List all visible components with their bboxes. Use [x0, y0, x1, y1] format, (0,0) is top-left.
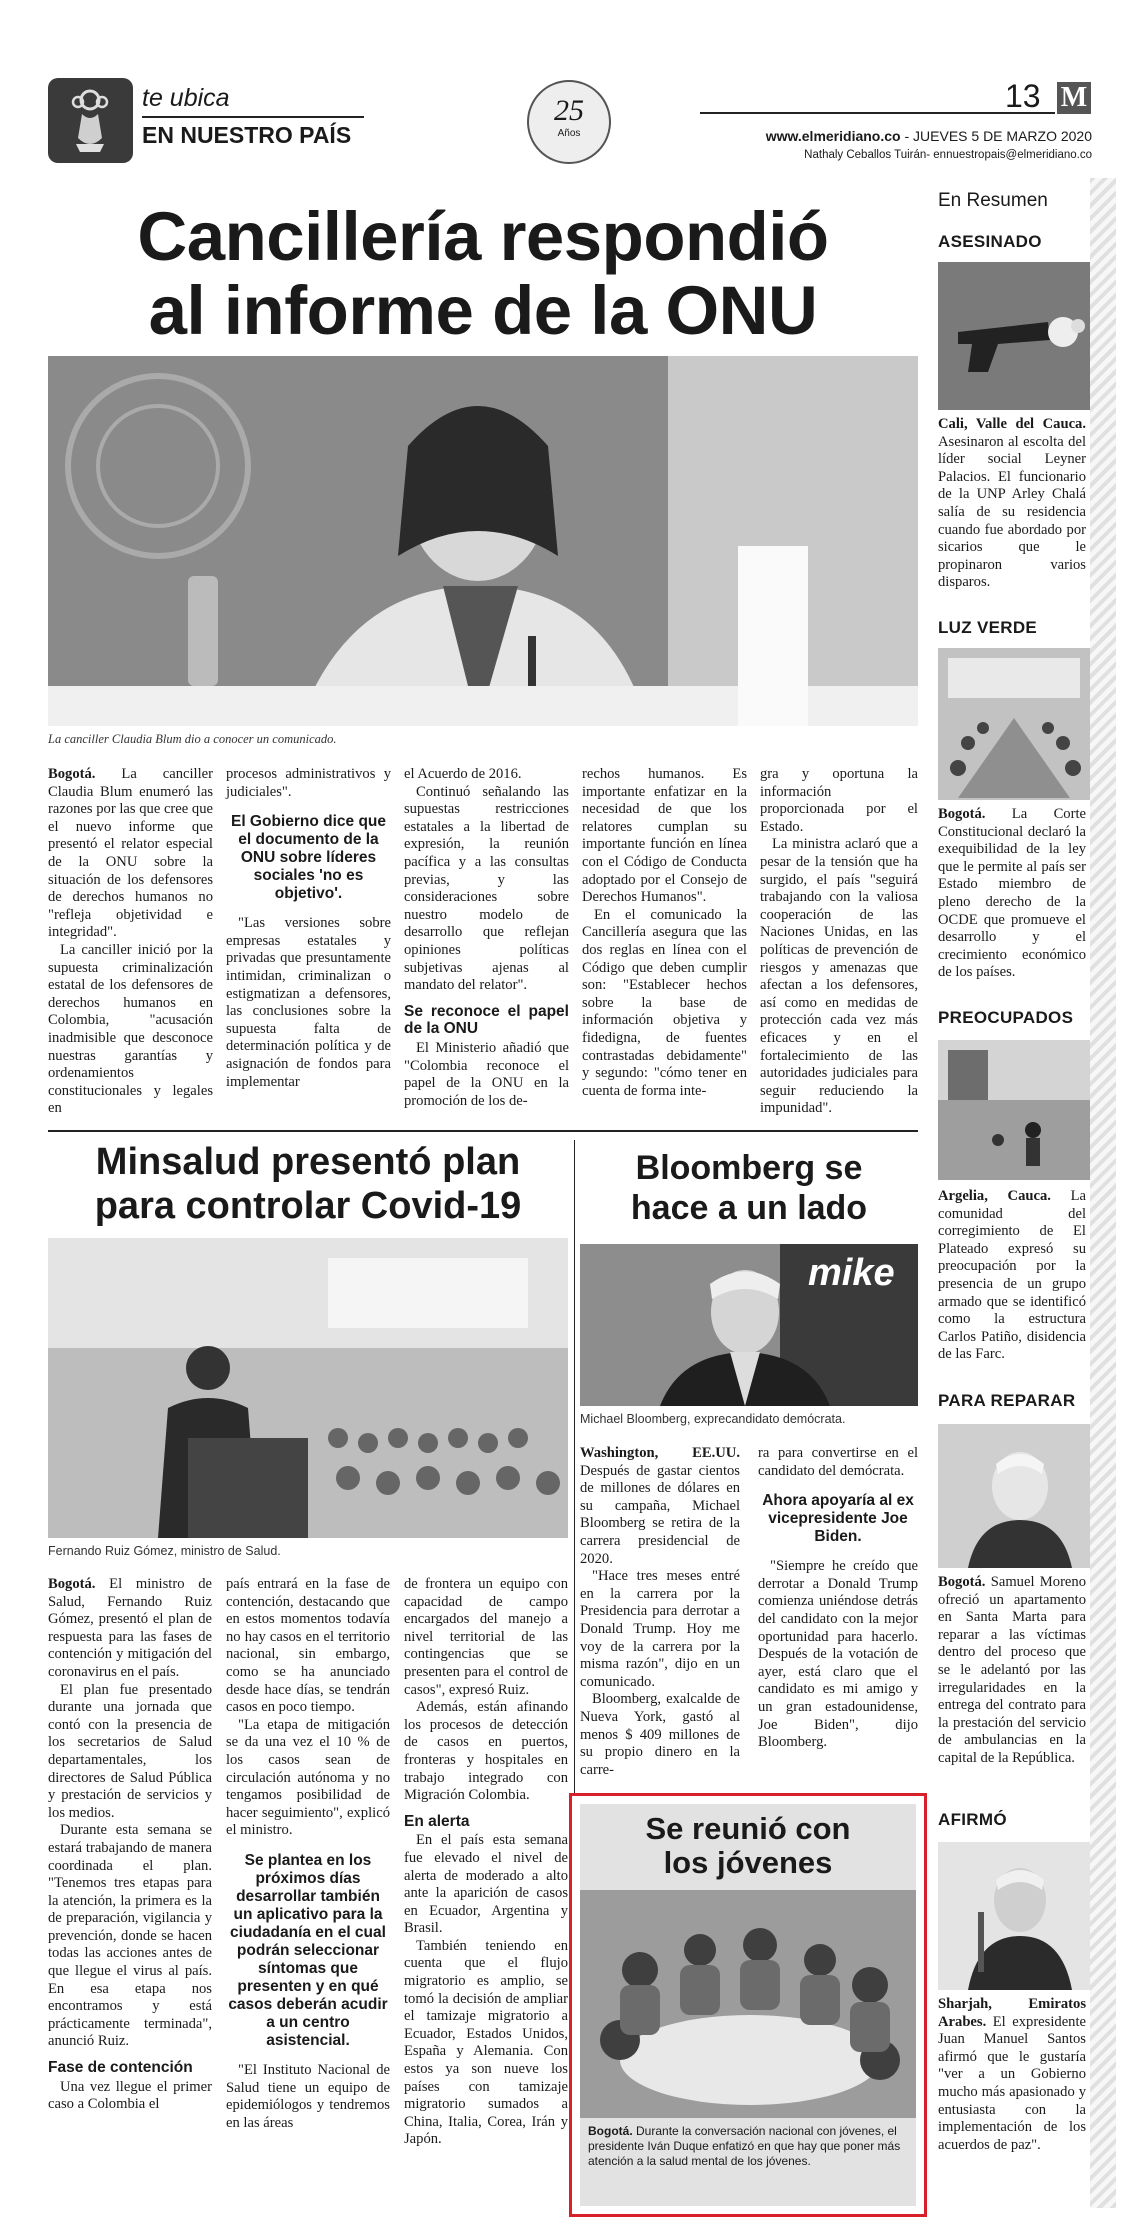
jovenes-box [569, 1793, 927, 2217]
main-col1-p1: Bogotá. La canciller Claudia Blum enumeró las razones por las que cree que el nuevo informe que presentó el relator especial de la ONU sobre la situación de los defensores de derechos humanos no "refleja objetividad e integridad". [48, 766, 213, 941]
jovenes-headline-line1: Se reunió con [645, 1811, 851, 1846]
main-col-4 [582, 766, 747, 1100]
sidebar-item-text-4: Bogotá. Samuel Moreno ofreció un apartamento en Santa Marta para reparar a las víctimas dentro del proceso que se le adelantó por las irregularidades en la entrega del contrato para la prestación del servicio de ambulancias en la capital de la República. [938, 1574, 1086, 1766]
main-col5-p1: gra y oportuna la información proporcionada por el Estado. [760, 766, 918, 835]
main-subhead: Se reconoce el papel de la ONU [404, 1002, 569, 1038]
logo-letter: M [1057, 82, 1091, 114]
section-logo-icon [48, 78, 133, 163]
minsalud-headline [48, 1140, 568, 1228]
minsalud-col2-p1: país entrará en la fase de contención, destacando que en estos momentos todavía no hay casos en el territorio nacional, sin embargo, como se ha anunciado desde hace días, se tendrán casos en poco tiempo. [226, 1576, 390, 1716]
sidebar-photo-asesinado [938, 262, 1090, 410]
minsalud-col1-p1: Bogotá. El ministro de Salud, Fernando Ruiz Gómez, presentó el plan de respuesta para las fases de contención y mitigación del coronavirus en el país. [48, 1576, 212, 1680]
minsalud-col-1 [48, 1576, 212, 2114]
main-col3-p1: el Acuerdo de 2016. [404, 766, 522, 782]
bloomberg-col1-p2: "Hace tres meses entré en la carrera por la Presidencia para derrotar a Donald Trump. Hoy me voy de la carrera por la misma razón", dijo en un comunicado. [580, 1568, 740, 1690]
main-col-3 [404, 766, 569, 1110]
minsalud-col-2 [226, 1576, 390, 2132]
section-name: EN NUESTRO PAÍS [142, 122, 352, 148]
minsalud-subhead-2: En alerta [404, 1812, 470, 1830]
minsalud-col-3 [404, 1576, 568, 2149]
minsalud-col3-p4: También teniendo en cuenta que el flujo migratorio es amplio, se tomó la decisión de ampliar el tamizaje migratorio a Ecuador, Estados Unidos, España y Alemania. Con estos ya son nueve los países con tamizaje migratorio sumados a China, Italia, Corea, Irán y Japón. [404, 1937, 568, 2148]
main-col2-p1: procesos administrativos y judiciales". [226, 766, 391, 800]
minsalud-col1-p2: El plan fue presentado durante una jornada que contó con la presencia de los secretarios de Salud departamentales, los directores de Salud Pública y prestación de servicios y los medios. [48, 1681, 212, 1821]
main-col5-p2: La ministra aclaró que a pesar de la tensión que ha surgido, el país "seguirá trabajando con la valiosa cooperación de las Naciones Unidas, en las políticas de prevención de riesgos y amenazas que afectan a los defensores, así como en medidas de protección cada vez más eficaces y en el fortalecimiento de las autoridades judiciales para seguir reduciendo la impunidad". [760, 836, 918, 1117]
editor-line: Nathaly Ceballos Tuirán- ennuestropais@elmeridiano.co [804, 149, 1092, 161]
sidebar-item-head-2: LUZ VERDE [938, 618, 1038, 637]
section-divider [142, 116, 364, 118]
sidebar-item-text-5: Sharjah, Emiratos Arabes. El expresidente Juan Manuel Santos afirmó que le gustaría "ver a un Gobierno mucho más apasionado y entusiasta con la implementación de los acuerdos de paz". [938, 1996, 1086, 2153]
sidebar-item-head-3: PREOCUPADOS [938, 1008, 1074, 1027]
sidebar-item-text-1: Cali, Valle del Cauca. Asesinaron al escolta del líder social Leyner Palacios. El funcionario de la UNP Arley Chalá salía de su residencia cuando fue abordado por sicarios que le propinaron varios disparos. [938, 416, 1086, 591]
minsalud-photo [48, 1238, 568, 1538]
main-bottom-rule [48, 1130, 918, 1132]
bloomberg-col-2 [758, 1445, 918, 1752]
page-number: 13 [1005, 78, 1041, 114]
main-headline [48, 200, 918, 348]
sidebar-title: En Resumen [938, 190, 1048, 211]
jovenes-dateline: Bogotá. [588, 2124, 633, 2138]
bloomberg-headline [580, 1148, 918, 1228]
jovenes-headline-line2: los jóvenes [663, 1845, 833, 1880]
section-top-label: te ubica [142, 84, 230, 112]
jovenes-inner [580, 1804, 916, 2206]
minsalud-col3-p1: de frontera un equipo con capacidad de campo encargados del manejo a nivel territorial de las contingencias que se presenten para el control de casos", expresó Ruiz. [404, 1576, 568, 1698]
bloomberg-col2-p1: ra para convertirse en el candidato del demócrata. [758, 1445, 918, 1479]
bloomberg-pull-quote: Ahora apoyaría al ex vicepresidente Joe Biden. [762, 1492, 914, 1546]
minsalud-photo-caption: Fernando Ruiz Gómez, ministro de Salud. [48, 1544, 281, 1558]
anniversary-seal [527, 80, 611, 164]
minsalud-pull-quote: Se plantea en los próximos días desarrollar también un aplicativo para la ciudadanía en el cual podrán seleccionar síntomas que presenten y en qué casos deberán acudir a un centro asistencial. [228, 1851, 388, 2049]
minsalud-col1-p3: Durante esta semana se estará trabajando de manera coordinada el plan. "Tenemos tres etapas para la atención, la primera es la de preparación, vigilancia y prevención, donde se hacen todas las acciones antes de que llegue el virus al país. En esa etapa nos encontramos y está prácticamente terminada", anunció Ruiz. [48, 1822, 212, 2050]
sidebar-photo-afirmo [938, 1842, 1090, 1990]
site-url: www.elmeridiano.co [765, 128, 901, 144]
minsalud-dateline: Bogotá. [48, 1576, 96, 1592]
bloomberg-photo-sign: mike [808, 1252, 895, 1294]
sidebar-pattern [1090, 178, 1116, 2208]
minsalud-col2-p3: "El Instituto Nacional de Salud tiene un equipo de epidemiólogos y tendremos en las áreas [226, 2061, 390, 2131]
main-dateline: Bogotá. [48, 766, 96, 782]
bloomberg-photo [580, 1244, 918, 1406]
anniversary-word: Años [557, 128, 581, 139]
main-pull-quote: El Gobierno dice que el documento de la ONU sobre líderes sociales 'no es objetivo'. [230, 813, 387, 903]
main-col-2 [226, 766, 391, 1091]
jovenes-caption-text: Durante la conversación nacional con jóvenes, el presidente Iván Duque enfatizó en que hay que poner más atención a la salud mental de los jóvenes. [588, 2124, 901, 2168]
minsalud-col3-p3: En el país esta semana fue elevado el nivel de alerta de moderado a alto ante la aparición de casos en Ecuador, Argentina y Brasil. [404, 1832, 568, 1937]
issue-date: - JUEVES 5 DE MARZO 2020 [900, 128, 1092, 144]
canciller-photo [48, 356, 918, 726]
main-col3-p3: El Ministerio añadió que "Colombia reconoce el papel de la ONU en la promoción de los de- [404, 1039, 569, 1109]
minsalud-headline-line2: para controlar Covid-19 [94, 1185, 522, 1227]
minsalud-col1-p4: Una vez llegue el primer caso a Colombia el [48, 2078, 212, 2113]
jovenes-photo [580, 1890, 916, 2118]
minsalud-headline-line1: Minsalud presentó plan [95, 1141, 521, 1183]
minsalud-col3-p2: Además, están afinando los procesos de detección de casos en puertos, fronteras y hospitales en trabajo integrado con Migración Colombia. [404, 1699, 568, 1804]
bloomberg-headline-line1: Bloomberg se [635, 1149, 863, 1187]
sidebar-item-head-4: PARA REPARAR [938, 1391, 1076, 1410]
sidebar-item-head-5: AFIRMÓ [938, 1810, 1007, 1829]
minsalud-col2-p2: "La etapa de mitigación se da una vez el 10 % de los casos sean de circulación autónoma y no tengamos posibilidad de hacer seguimiento", explicó el ministro. [226, 1716, 390, 1839]
sidebar-item-text-3: Argelia, Cauca. La comunidad del corregimiento de El Plateado expresó su preocupación por la presencia de un grupo armado que se identificó como la estructura Carlos Patiño, disidencia de las Farc. [938, 1188, 1087, 1363]
bloomberg-col1-p3: Bloomberg, exalcalde de Nueva York, gastó al menos $ 409 millones de su propio dinero en la carre- [580, 1691, 740, 1778]
canciller-photo-caption: La canciller Claudia Blum dio a conocer un comunicado. [48, 732, 337, 746]
sidebar-photo-preocupados [938, 1040, 1090, 1180]
bloomberg-photo-caption: Michael Bloomberg, exprecandidato demócrata. [580, 1412, 846, 1426]
sidebar-item-head-1: ASESINADO [938, 232, 1042, 251]
sidebar-item-text-2: Bogotá. La Corte Constitucional declaró la exequibilidad de la ley que le permite al país ser Estado miembro de pleno derecho de la OCDE que promueve el desarrollo y el crecimiento económico de los países. [938, 806, 1086, 981]
main-col-1 [48, 766, 213, 1118]
jovenes-caption [580, 2118, 916, 2175]
anniversary-number: 25 [554, 94, 584, 127]
header-date-line [766, 128, 1092, 144]
main-col1-p2: La canciller inició por la supuesta criminalización estatal de los defensores de derechos humanos en Colombia, "acusación inadmisible que desconoce nuestras garantías y ordenamientos constitucionales y legales en [48, 941, 213, 1117]
main-col3-p2: Continuó señalando las supuestas restricciones estatales a la libertad de expresión, la reunión pacífica y a las consultas previas, y las consideraciones sobre nuestro modelo de desarrollo que reflejan opiniones políticas subjetivas ajenas al mandato del relator". [404, 783, 569, 994]
main-col4-p1: rechos humanos. Es importante enfatizar en la necesidad de que los relatores cumplan su importante función en línea con el Código de Conducta adoptado por el Consejo de Derechos Humanos". [582, 766, 747, 906]
bloomberg-dateline: Washington, EE.UU. [580, 1445, 740, 1461]
bloomberg-col1-p1: Washington, EE.UU. Después de gastar cientos de millones de dólares en su campaña, Michael Bloomberg se retira de la carrera presidencial de 2020. [580, 1445, 740, 1567]
header-right-rule [700, 112, 1055, 114]
bloomberg-col-1 [580, 1445, 740, 1779]
main-col-5 [760, 766, 918, 1118]
main-col2-p2: "Las versiones sobre empresas estatales y privadas que presuntamente intimidan, criminalizan o estigmatizan a defensores, las conclusiones sobre la supuesta falta de determinación política y de asignación de fondos para implementar [226, 915, 391, 1090]
main-col4-p2: En el comunicado la Cancillería asegura que las dos reglas en línea con el Código que deben cumplir son: "Establecer hechos sobre la base de información objetiva y fidedigna, de fuentes contrastadas debidamente" y segundo: "cómo tener en cuenta de forma inte- [582, 906, 747, 1099]
main-headline-line2: al informe de la ONU [148, 272, 818, 349]
minsalud-subhead-1: Fase de contención [48, 2059, 193, 2077]
jovenes-headline [580, 1812, 916, 1880]
sidebar-photo-para-reparar [938, 1424, 1090, 1568]
main-headline-line1: Cancillería respondió [137, 198, 829, 275]
sidebar-photo-luz-verde [938, 648, 1090, 800]
bloomberg-headline-line2: hace a un lado [630, 1189, 868, 1227]
bloomberg-col2-p2: "Siempre he creído que derrotar a Donald Trump comienza uniéndose detrás del candidato con la mejor oportunidad para hacerlo. Después de la votación de ayer, está claro que el candidato es mi amigo y un gran estadounidense, Joe Biden", dijo Bloomberg. [758, 1558, 918, 1751]
